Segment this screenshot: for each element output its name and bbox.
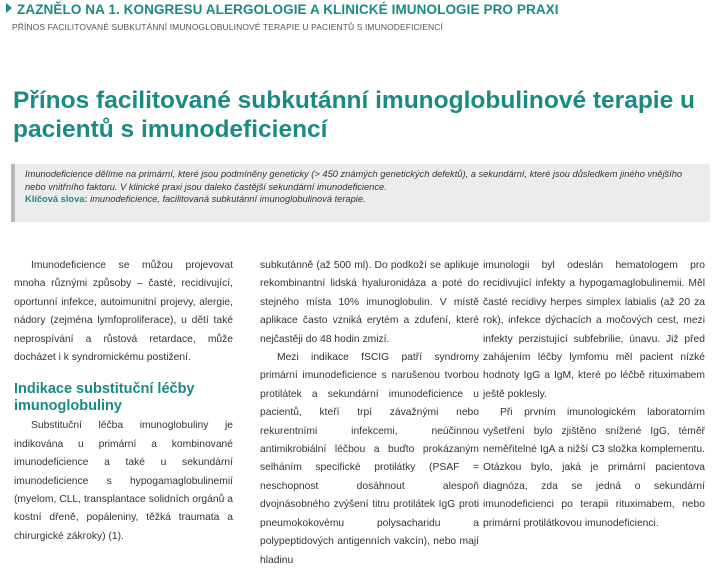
keywords-text: imunodeficience, facilitovaná subkutánní imunoglobulinová terapie. [90,194,366,204]
column-3 [483,257,705,533]
article-title: Přínos facilitované subkutánní imunoglobulinové terapie u pacientů s imunodeficiencí [13,87,696,143]
paragraph: Při prvním imunologickém laboratorním vyšetření bylo zjištěno snížené IgG, téměř neměřitelné IgA a nižší C3 složka komplementu. Otázkou bylo, jaká je primární pacientova diagnóza, zda se jedná o sekundární imunodeficienci po terapii rituximabem, nebo primární protilátkovou imunodeficienci. [483,407,705,529]
abstract-box [11,164,710,222]
section-title-text: ZAZNĚLO NA 1. KONGRESU ALERGOLOGIE A KLINICKÉ IMUNOLOGIE PRO PRAXI [17,2,559,17]
paragraph: Mezi indikace fSCIG patří syndromy primární imunodeficience s narušenou tvorbou protilátek a sekundární imunodeficience u pacientů, kteří trpí závažnými nebo rekurentními infekcemi, neúčinnou antimikrobiální léčbou a buďto prokázaným selháním specifické protilátky (PSAF = neschopnost dosáhnout alespoň dvojnásobného zvýšení titru protilátek IgG proti pneumokokovému polysacharidu a polypeptidových antigenních vakcín), nebo mají hladinu [260,352,479,566]
paragraph: subkutánně (až 500 ml). Do podkoží se aplikuje rekombinantní lidská hyaluronidáza a poté do stejného místa 10% imunoglobulin. V místě aplikace často vzniká erytém a zdufení, které nejčastěji do 48 hodin zmizí. [260,260,479,345]
paragraph: Substituční léčba imunoglobuliny je indikována u primární a kombinované imunodeficience a také u sekundární imunodeficience s hypogamaglobulinemií (myelom, CLL, transplantace solidních orgánů a kostní dřeně, popáleniny, těžká traumata a chirurgické zákroky) (1). [14,420,233,542]
section-subtitle: PŘÍNOS FACILITOVANÉ SUBKUTÁNNÍ IMUNOGLOBULINOVÉ TERAPIE U PACIENTŮ S IMUNODEFICIENCÍ [12,22,443,32]
keywords-label: Klíčová slova: [25,194,88,204]
column-2 [260,257,479,570]
section-title [6,2,559,17]
triangle-bullet-icon [6,3,12,13]
paragraph: Imunodeficience se můžou projevovat mnoha různými způsoby – časté, recidivující, oportunní infekce, autoimunitní projevy, alergie, nádory (zejména lymfoproliferace), u dětí také neprospívání a růstová retardace, může docházet i k syndromickému postižení. [14,260,233,364]
abstract-text: Imunodeficience dělíme na primární, které jsou podmíněny geneticky (> 450 známých genetických defektů), a sekundární, které jsou důsledkem jiného vnějšího nebo vnitřního faktoru. V klinické praxi jsou daleko častější sekundární imunodeficience. [25,169,683,192]
section-header [0,0,718,40]
paragraph: imunologii byl odeslán hematologem pro recidivující infekty a hypogamaglobulinemii. Měl časté recidivy herpes simplex labialis (až 20 za rok), infekce dýchacích a močových cest, mezi infekty perzistující subfebrilie, únavu. Již před zahájením léčby lymfomu měl pacient nízké hodnoty IgG a IgM, které po léčbě rituximabem ještě poklesly. [483,260,705,400]
section-heading: Indikace substituční léčby imunoglobuliny [14,381,195,415]
column-1 [14,257,233,546]
